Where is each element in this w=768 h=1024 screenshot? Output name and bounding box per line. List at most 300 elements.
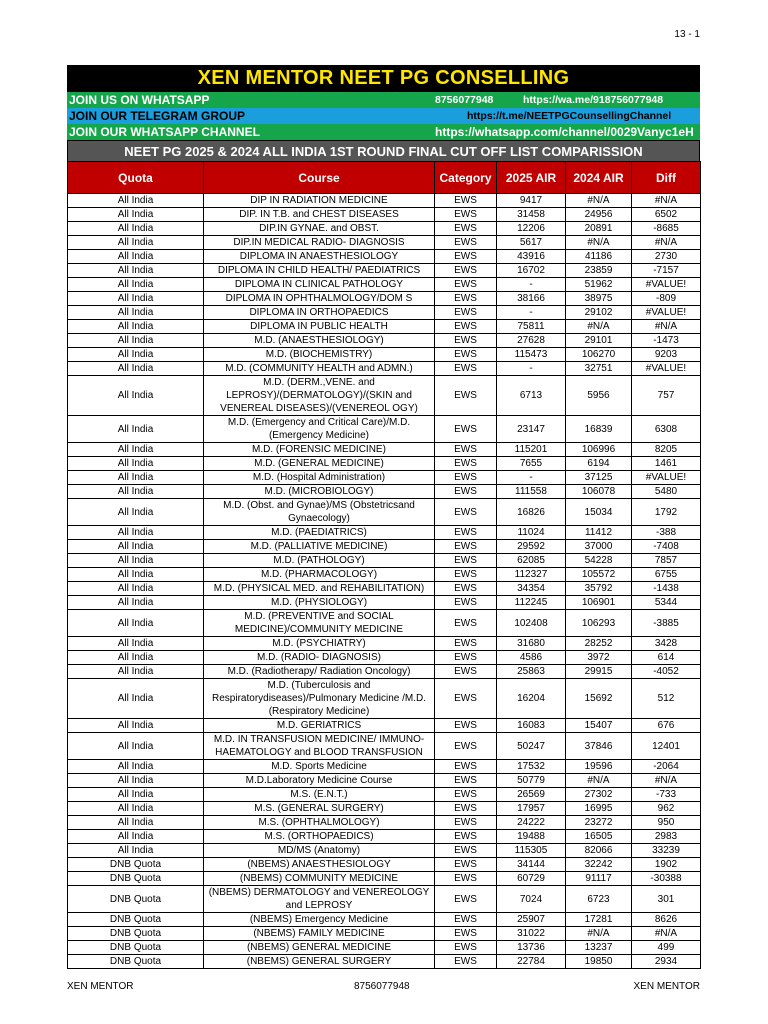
air-2024-cell: #N/A: [566, 927, 632, 941]
air-2025-cell: -: [497, 278, 566, 292]
air-2025-cell: 31680: [497, 637, 566, 651]
air-2025-cell: 31458: [497, 208, 566, 222]
course-cell: M.D. (FORENSIC MEDICINE): [204, 443, 435, 457]
channel-row: [67, 124, 700, 140]
diff-cell: -733: [632, 788, 701, 802]
course-cell: (NBEMS) GENERAL MEDICINE: [204, 941, 435, 955]
table-row: [68, 320, 701, 334]
diff-cell: 962: [632, 802, 701, 816]
category-cell: EWS: [435, 194, 497, 208]
air-2024-cell: 15034: [566, 499, 632, 526]
air-2025-cell: 115201: [497, 443, 566, 457]
diff-cell: -30388: [632, 872, 701, 886]
air-2025-cell: 34144: [497, 858, 566, 872]
table-row: [68, 596, 701, 610]
column-header: Diff: [632, 162, 701, 194]
course-cell: DIP. IN T.B. and CHEST DISEASES: [204, 208, 435, 222]
category-cell: EWS: [435, 264, 497, 278]
table-row: [68, 665, 701, 679]
quota-cell: All India: [68, 540, 204, 554]
quota-cell: DNB Quota: [68, 913, 204, 927]
category-cell: EWS: [435, 443, 497, 457]
course-cell: M.S. (ORTHOPAEDICS): [204, 830, 435, 844]
quota-cell: All India: [68, 596, 204, 610]
air-2024-cell: #N/A: [566, 236, 632, 250]
air-2024-cell: 29101: [566, 334, 632, 348]
quota-cell: All India: [68, 665, 204, 679]
quota-cell: All India: [68, 719, 204, 733]
quota-cell: All India: [68, 194, 204, 208]
air-2024-cell: 15692: [566, 679, 632, 719]
quota-cell: All India: [68, 250, 204, 264]
air-2025-cell: 50779: [497, 774, 566, 788]
course-cell: M.D. (ANAESTHESIOLOGY): [204, 334, 435, 348]
category-cell: EWS: [435, 457, 497, 471]
table-row: [68, 362, 701, 376]
table-body: [68, 194, 701, 969]
air-2025-cell: -: [497, 471, 566, 485]
category-cell: EWS: [435, 568, 497, 582]
course-cell: DIP.IN GYNAE. and OBST.: [204, 222, 435, 236]
table-row: [68, 250, 701, 264]
air-2025-cell: 75811: [497, 320, 566, 334]
air-2024-cell: 51962: [566, 278, 632, 292]
quota-cell: All India: [68, 320, 204, 334]
table-row: [68, 830, 701, 844]
course-cell: (NBEMS) GENERAL SURGERY: [204, 955, 435, 969]
course-cell: (NBEMS) FAMILY MEDICINE: [204, 927, 435, 941]
air-2024-cell: 16839: [566, 416, 632, 443]
category-cell: EWS: [435, 222, 497, 236]
diff-cell: 8205: [632, 443, 701, 457]
diff-cell: 7857: [632, 554, 701, 568]
diff-cell: -4052: [632, 665, 701, 679]
air-2024-cell: #N/A: [566, 774, 632, 788]
air-2024-cell: 106996: [566, 443, 632, 457]
table-row: [68, 651, 701, 665]
diff-cell: #N/A: [632, 320, 701, 334]
air-2025-cell: 112327: [497, 568, 566, 582]
telegram-label: JOIN OUR TELEGRAM GROUP: [69, 109, 246, 123]
diff-cell: 3428: [632, 637, 701, 651]
diff-cell: #VALUE!: [632, 471, 701, 485]
air-2025-cell: 4586: [497, 651, 566, 665]
quota-cell: All India: [68, 222, 204, 236]
category-cell: EWS: [435, 927, 497, 941]
table-row: [68, 194, 701, 208]
diff-cell: 614: [632, 651, 701, 665]
table-row: [68, 540, 701, 554]
air-2024-cell: 41186: [566, 250, 632, 264]
air-2024-cell: 54228: [566, 554, 632, 568]
course-cell: M.D. (BIOCHEMISTRY): [204, 348, 435, 362]
column-header: 2024 AIR: [566, 162, 632, 194]
quota-cell: All India: [68, 816, 204, 830]
channel-link[interactable]: https://whatsapp.com/channel/0029Vanyc1eH: [435, 125, 694, 139]
table-row: [68, 568, 701, 582]
diff-cell: -809: [632, 292, 701, 306]
air-2025-cell: 9417: [497, 194, 566, 208]
course-cell: M.D. (PHARMACOLOGY): [204, 568, 435, 582]
air-2024-cell: 13237: [566, 941, 632, 955]
category-cell: EWS: [435, 596, 497, 610]
diff-cell: 6502: [632, 208, 701, 222]
diff-cell: 1461: [632, 457, 701, 471]
course-cell: DIP IN RADIATION MEDICINE: [204, 194, 435, 208]
air-2025-cell: 24222: [497, 816, 566, 830]
air-2024-cell: #N/A: [566, 194, 632, 208]
air-2024-cell: 15407: [566, 719, 632, 733]
air-2024-cell: 106270: [566, 348, 632, 362]
air-2024-cell: 32242: [566, 858, 632, 872]
category-cell: EWS: [435, 665, 497, 679]
table-row: [68, 927, 701, 941]
category-cell: EWS: [435, 802, 497, 816]
air-2025-cell: 31022: [497, 927, 566, 941]
category-cell: EWS: [435, 334, 497, 348]
course-cell: M.D.Laboratory Medicine Course: [204, 774, 435, 788]
quota-cell: All India: [68, 568, 204, 582]
quota-cell: All India: [68, 830, 204, 844]
table-row: [68, 334, 701, 348]
quota-cell: All India: [68, 362, 204, 376]
air-2025-cell: 11024: [497, 526, 566, 540]
course-cell: M.D. (PHYSIOLOGY): [204, 596, 435, 610]
table-row: [68, 485, 701, 499]
category-cell: EWS: [435, 485, 497, 499]
course-cell: (NBEMS) DERMATOLOGY and VENEREOLOGY and LEPROSY: [204, 886, 435, 913]
table-row: [68, 457, 701, 471]
air-2024-cell: 37125: [566, 471, 632, 485]
diff-cell: 12401: [632, 733, 701, 760]
table-row: [68, 471, 701, 485]
course-cell: M.D. (Radiotherapy/ Radiation Oncology): [204, 665, 435, 679]
course-cell: M.D. Sports Medicine: [204, 760, 435, 774]
diff-cell: -7157: [632, 264, 701, 278]
quota-cell: DNB Quota: [68, 941, 204, 955]
air-2024-cell: 19850: [566, 955, 632, 969]
table-row: [68, 306, 701, 320]
course-cell: DIP.IN MEDICAL RADIO- DIAGNOSIS: [204, 236, 435, 250]
air-2025-cell: 22784: [497, 955, 566, 969]
category-cell: EWS: [435, 858, 497, 872]
diff-cell: 2983: [632, 830, 701, 844]
category-cell: EWS: [435, 582, 497, 596]
course-cell: M.D. (PREVENTIVE and SOCIAL MEDICINE)/COMMUNITY MEDICINE: [204, 610, 435, 637]
table-row: [68, 679, 701, 719]
quota-cell: All India: [68, 499, 204, 526]
table-row: [68, 760, 701, 774]
category-cell: EWS: [435, 320, 497, 334]
category-cell: EWS: [435, 913, 497, 927]
category-cell: EWS: [435, 719, 497, 733]
diff-cell: 5344: [632, 596, 701, 610]
category-cell: EWS: [435, 651, 497, 665]
category-cell: EWS: [435, 306, 497, 320]
air-2025-cell: 62085: [497, 554, 566, 568]
air-2024-cell: 17281: [566, 913, 632, 927]
air-2025-cell: 111558: [497, 485, 566, 499]
category-cell: EWS: [435, 526, 497, 540]
air-2024-cell: 106901: [566, 596, 632, 610]
air-2025-cell: 115305: [497, 844, 566, 858]
course-cell: M.D. (MICROBIOLOGY): [204, 485, 435, 499]
air-2025-cell: 6713: [497, 376, 566, 416]
air-2024-cell: 38975: [566, 292, 632, 306]
diff-cell: #VALUE!: [632, 278, 701, 292]
table-row: [68, 816, 701, 830]
air-2025-cell: 17532: [497, 760, 566, 774]
quota-cell: All India: [68, 774, 204, 788]
cutoff-table: [67, 161, 701, 969]
category-cell: EWS: [435, 208, 497, 222]
air-2024-cell: 19596: [566, 760, 632, 774]
diff-cell: 499: [632, 941, 701, 955]
course-cell: M.S. (OPHTHALMOLOGY): [204, 816, 435, 830]
table-row: [68, 443, 701, 457]
page-number: 13 - 1: [674, 29, 700, 40]
table-row: [68, 955, 701, 969]
quota-cell: All India: [68, 416, 204, 443]
air-2025-cell: 16083: [497, 719, 566, 733]
category-cell: EWS: [435, 292, 497, 306]
quota-cell: All India: [68, 610, 204, 637]
air-2024-cell: 37000: [566, 540, 632, 554]
course-cell: M.D. (GENERAL MEDICINE): [204, 457, 435, 471]
air-2024-cell: 29915: [566, 665, 632, 679]
whatsapp-number: 8756077948: [435, 94, 494, 106]
air-2024-cell: 37846: [566, 733, 632, 760]
footer-phone: 8756077948: [354, 981, 410, 992]
diff-cell: 9203: [632, 348, 701, 362]
quota-cell: All India: [68, 376, 204, 416]
table-header-row: [68, 162, 701, 194]
air-2025-cell: 43916: [497, 250, 566, 264]
category-cell: EWS: [435, 236, 497, 250]
column-header: 2025 AIR: [497, 162, 566, 194]
course-cell: DIPLOMA IN ORTHOPAEDICS: [204, 306, 435, 320]
category-cell: EWS: [435, 679, 497, 719]
table-row: [68, 844, 701, 858]
footer-left: XEN MENTOR: [67, 981, 134, 992]
table-row: [68, 610, 701, 637]
category-cell: EWS: [435, 362, 497, 376]
air-2025-cell: 60729: [497, 872, 566, 886]
quota-cell: All India: [68, 554, 204, 568]
course-cell: M.D. (PATHOLOGY): [204, 554, 435, 568]
category-cell: EWS: [435, 886, 497, 913]
course-cell: M.D. (COMMUNITY HEALTH and ADMN.): [204, 362, 435, 376]
air-2024-cell: 28252: [566, 637, 632, 651]
air-2024-cell: #N/A: [566, 320, 632, 334]
table-row: [68, 376, 701, 416]
diff-cell: #N/A: [632, 927, 701, 941]
course-cell: (NBEMS) ANAESTHESIOLOGY: [204, 858, 435, 872]
table-row: [68, 719, 701, 733]
quota-cell: All India: [68, 264, 204, 278]
table-row: [68, 348, 701, 362]
quota-cell: All India: [68, 788, 204, 802]
diff-cell: -7408: [632, 540, 701, 554]
air-2025-cell: 7024: [497, 886, 566, 913]
course-cell: DIPLOMA IN PUBLIC HEALTH: [204, 320, 435, 334]
air-2025-cell: 23147: [497, 416, 566, 443]
table-row: [68, 774, 701, 788]
course-cell: MD/MS (Anatomy): [204, 844, 435, 858]
course-cell: M.S. (E.N.T.): [204, 788, 435, 802]
course-cell: M.D. (PALLIATIVE MEDICINE): [204, 540, 435, 554]
air-2025-cell: 38166: [497, 292, 566, 306]
category-cell: EWS: [435, 471, 497, 485]
course-cell: M.D. (DERM.,VENE. and LEPROSY)/(DERMATOLOGY)/(SKIN and VENEREAL DISEASES)/(VENEREOL OGY): [204, 376, 435, 416]
diff-cell: -388: [632, 526, 701, 540]
table-row: [68, 637, 701, 651]
air-2024-cell: 106078: [566, 485, 632, 499]
table-row: [68, 264, 701, 278]
category-cell: EWS: [435, 830, 497, 844]
quota-cell: DNB Quota: [68, 872, 204, 886]
air-2025-cell: 25863: [497, 665, 566, 679]
category-cell: EWS: [435, 250, 497, 264]
telegram-row: [67, 108, 700, 124]
category-cell: EWS: [435, 816, 497, 830]
air-2024-cell: 16505: [566, 830, 632, 844]
quota-cell: All India: [68, 292, 204, 306]
diff-cell: #N/A: [632, 236, 701, 250]
quota-cell: All India: [68, 733, 204, 760]
column-header: Course: [204, 162, 435, 194]
table-row: [68, 872, 701, 886]
table-title: NEET PG 2025 & 2024 ALL INDIA 1ST ROUND FINAL CUT OFF LIST COMPARISSION: [67, 140, 700, 161]
air-2025-cell: 16826: [497, 499, 566, 526]
category-cell: EWS: [435, 774, 497, 788]
diff-cell: 5480: [632, 485, 701, 499]
diff-cell: 33239: [632, 844, 701, 858]
category-cell: EWS: [435, 416, 497, 443]
telegram-link[interactable]: https://t.me/NEETPGCounsellingChannel: [467, 110, 672, 122]
category-cell: EWS: [435, 610, 497, 637]
quota-cell: All India: [68, 679, 204, 719]
course-cell: (NBEMS) Emergency Medicine: [204, 913, 435, 927]
quota-cell: All India: [68, 306, 204, 320]
table-row: [68, 858, 701, 872]
quota-cell: All India: [68, 348, 204, 362]
category-cell: EWS: [435, 788, 497, 802]
quota-cell: All India: [68, 526, 204, 540]
air-2025-cell: 115473: [497, 348, 566, 362]
air-2024-cell: 23272: [566, 816, 632, 830]
air-2024-cell: 27302: [566, 788, 632, 802]
diff-cell: -3885: [632, 610, 701, 637]
air-2024-cell: 16995: [566, 802, 632, 816]
cutoff-sheet: [67, 65, 700, 969]
air-2025-cell: 7655: [497, 457, 566, 471]
diff-cell: #N/A: [632, 774, 701, 788]
channel-label: JOIN OUR WHATSAPP CHANNEL: [69, 125, 260, 139]
table-row: [68, 208, 701, 222]
air-2025-cell: 25907: [497, 913, 566, 927]
course-cell: DIPLOMA IN ANAESTHESIOLOGY: [204, 250, 435, 264]
diff-cell: 6755: [632, 568, 701, 582]
category-cell: EWS: [435, 733, 497, 760]
table-row: [68, 733, 701, 760]
table-row: [68, 941, 701, 955]
air-2024-cell: 106293: [566, 610, 632, 637]
air-2025-cell: 112245: [497, 596, 566, 610]
diff-cell: 1792: [632, 499, 701, 526]
diff-cell: 676: [632, 719, 701, 733]
category-cell: EWS: [435, 348, 497, 362]
quota-cell: All India: [68, 457, 204, 471]
table-row: [68, 886, 701, 913]
diff-cell: 512: [632, 679, 701, 719]
whatsapp-link[interactable]: https://wa.me/918756077948: [523, 94, 664, 106]
air-2025-cell: 16702: [497, 264, 566, 278]
category-cell: EWS: [435, 376, 497, 416]
column-header: Quota: [68, 162, 204, 194]
table-row: [68, 236, 701, 250]
quota-cell: DNB Quota: [68, 886, 204, 913]
air-2024-cell: 82066: [566, 844, 632, 858]
air-2024-cell: 29102: [566, 306, 632, 320]
footer-right: XEN MENTOR: [633, 981, 700, 992]
table-row: [68, 499, 701, 526]
air-2025-cell: 17957: [497, 802, 566, 816]
course-cell: DIPLOMA IN CLINICAL PATHOLOGY: [204, 278, 435, 292]
diff-cell: -1473: [632, 334, 701, 348]
air-2024-cell: 105572: [566, 568, 632, 582]
quota-cell: All India: [68, 278, 204, 292]
quota-cell: All India: [68, 236, 204, 250]
air-2025-cell: 34354: [497, 582, 566, 596]
diff-cell: -2064: [632, 760, 701, 774]
course-cell: M.D. (Tuberculosis and Respiratorydiseases)/Pulmonary Medicine /M.D. (Respiratory Medicine): [204, 679, 435, 719]
air-2024-cell: 20891: [566, 222, 632, 236]
diff-cell: 757: [632, 376, 701, 416]
air-2025-cell: 5617: [497, 236, 566, 250]
banner-title: XEN MENTOR NEET PG CONSELLING: [67, 65, 700, 92]
category-cell: EWS: [435, 760, 497, 774]
air-2025-cell: 29592: [497, 540, 566, 554]
quota-cell: All India: [68, 208, 204, 222]
air-2024-cell: 24956: [566, 208, 632, 222]
air-2025-cell: 27628: [497, 334, 566, 348]
air-2025-cell: -: [497, 362, 566, 376]
air-2024-cell: 23859: [566, 264, 632, 278]
category-cell: EWS: [435, 540, 497, 554]
course-cell: M.D. (PAEDIATRICS): [204, 526, 435, 540]
diff-cell: -1438: [632, 582, 701, 596]
air-2025-cell: 12206: [497, 222, 566, 236]
quota-cell: All India: [68, 485, 204, 499]
quota-cell: DNB Quota: [68, 955, 204, 969]
air-2024-cell: 6194: [566, 457, 632, 471]
course-cell: M.D. (Obst. and Gynae)/MS (Obstetricsand Gynaecology): [204, 499, 435, 526]
category-cell: EWS: [435, 278, 497, 292]
table-row: [68, 582, 701, 596]
air-2025-cell: 26569: [497, 788, 566, 802]
air-2024-cell: 32751: [566, 362, 632, 376]
air-2024-cell: 91117: [566, 872, 632, 886]
course-cell: DIPLOMA IN OPHTHALMOLOGY/DOM S: [204, 292, 435, 306]
category-cell: EWS: [435, 637, 497, 651]
category-cell: EWS: [435, 844, 497, 858]
category-cell: EWS: [435, 499, 497, 526]
table-row: [68, 526, 701, 540]
air-2025-cell: 102408: [497, 610, 566, 637]
whatsapp-label: JOIN US ON WHATSAPP: [69, 93, 210, 107]
course-cell: M.D. (Hospital Administration): [204, 471, 435, 485]
